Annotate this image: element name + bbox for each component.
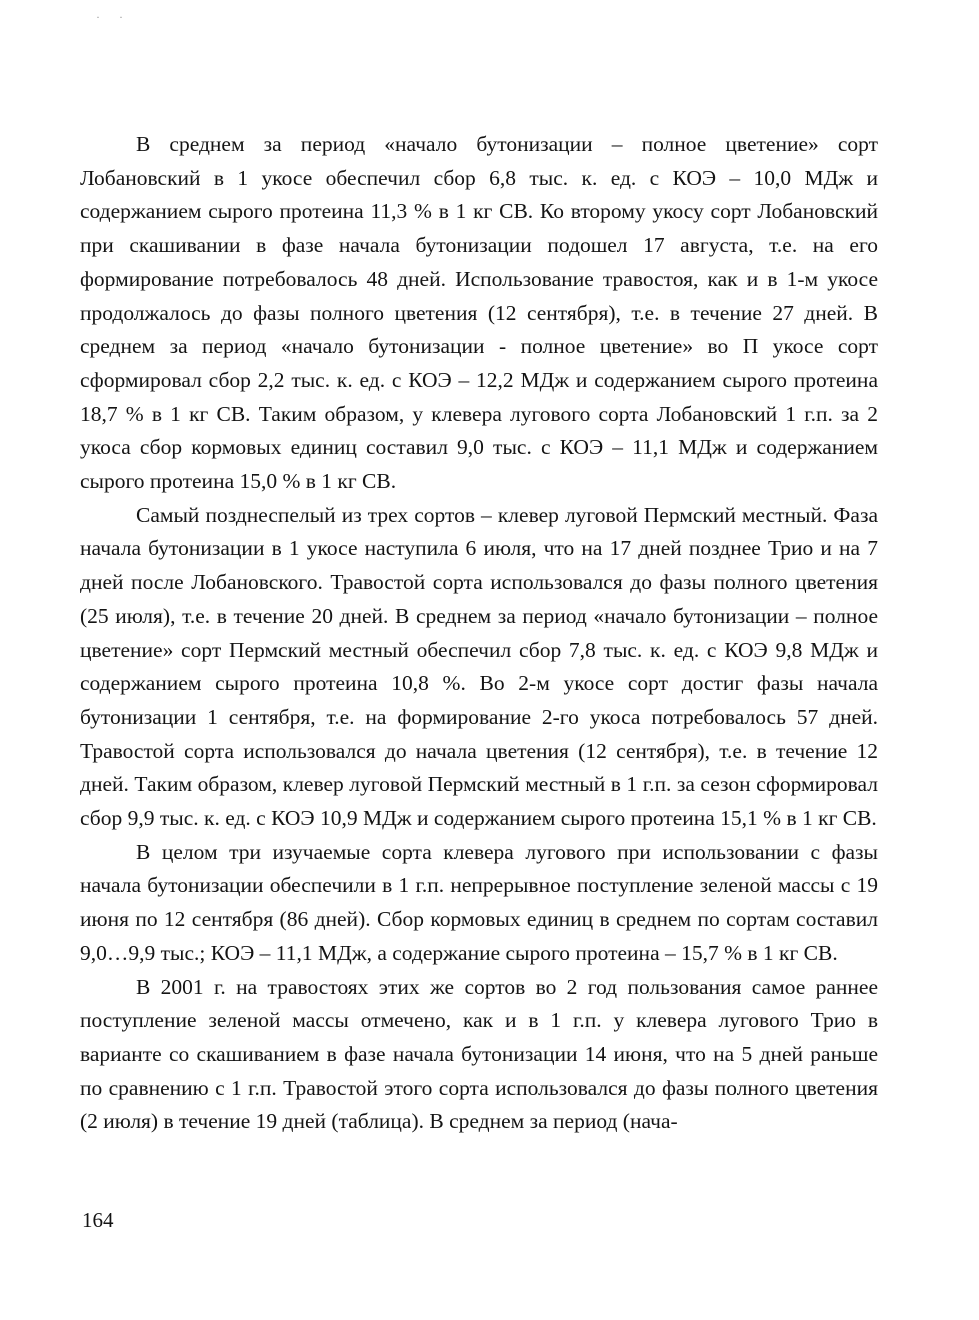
scan-artifact: · ·: [96, 10, 131, 24]
paragraph-2: Самый позднеспелый из трех сортов – клевер луговой Пермский местный. Фаза начала бутонизации в 1 укосе наступила 6 июля, что на 17 дней позднее Трио и на 7 дней после Лобановского. Травостой сорта использовался до фазы полного цветения (25 июля), т.е. в течение 20 дней. В среднем за период «начало бутонизации – полное цветение» сорт Пермский местный обеспечил сбор 7,8 тыс. к. ед. с КОЭ 9,8 МДж и содержанием сырого протеина 10,8 %. Во 2-м укосе сорт достиг фазы начала бутонизации 1 сентября, т.е. на формирование 2-го укоса потребовалось 57 дней. Травостой сорта использовался до начала цветения (12 сентября), т.е. в течение 12 дней. Таким образом, клевер луговой Пермский местный в 1 г.п. за сезон сформировал сбор 9,9 тыс. к. ед. с КОЭ 10,9 МДж и содержанием сырого протеина 15,1 % в 1 кг СВ.: [80, 502, 878, 831]
paragraph-3: В целом три изучаемые сорта клевера лугового при использовании с фазы начала бутонизации обеспечили в 1 г.п. непрерывное поступление зеленой массы с 19 июня по 12 сентября (86 дней). Сбор кормовых единиц в среднем по сортам составил 9,0…9,9 тыс.; КОЭ – 11,1 МДж, а содержание сырого протеина – 15,7 % в 1 кг СВ.: [80, 839, 878, 965]
paragraph-4: В 2001 г. на травостоях этих же сортов во 2 год пользования самое раннее поступление зеленой массы отмечено, как и в 1 г.п. у клевера лугового Трио в варианте со скашиванием в фазе начала бутонизации 14 июня, что на 5 дней раньше по сравнению с 1 г.п. Травостой этого сорта использовался до фазы полного цветения (2 июля) в течение 19 дней (таблица). В среднем за период (нача-: [80, 974, 878, 1134]
paragraph-1: В среднем за период «начало бутонизации – полное цветение» сорт Лобановский в 1 укосе обеспечил сбор 6,8 тыс. к. ед. с КОЭ – 10,0 МДж и содержанием сырого протеина 11,3 % в 1 кг СВ. Ко второму укосу сорт Лобановский при скашивании в фазе начала бутонизации подошел 17 августа, т.е. на его формирование потребовалось 48 дней. Использование травостоя, как и в 1-м укосе продолжалось до фазы полного цветения (12 сентября), т.е. в течение 27 дней. В среднем за период «начало бутонизации - полное цветение» во П укосе сорт сформировал сбор 2,2 тыс. к. ед. с КОЭ – 12,2 МДж и содержанием сырого протеина 18,7 % в 1 кг СВ. Таким образом, у клевера лугового сорта Лобановский 1 г.п. за 2 укоса сбор кормовых единиц составил 9,0 тыс. с КОЭ – 11,1 МДж и содержанием сырого протеина 15,0 % в 1 кг СВ.: [80, 132, 878, 494]
body-text: [80, 128, 878, 1139]
page-number: 164: [82, 1208, 114, 1232]
